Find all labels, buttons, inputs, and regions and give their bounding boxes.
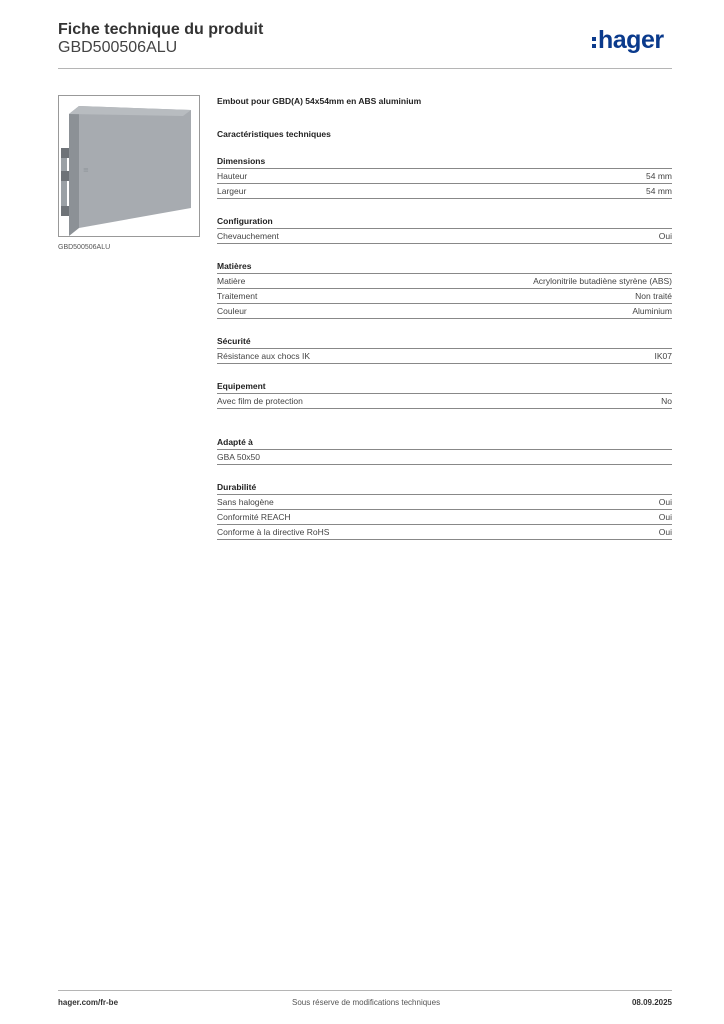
spec-value: Aluminium (632, 306, 672, 316)
spec-label: Conforme à la directive RoHS (217, 527, 330, 537)
section-title: Equipement (217, 381, 672, 394)
spec-row (217, 525, 672, 540)
characteristics-heading: Caractéristiques techniques (217, 129, 331, 139)
spec-label: GBA 50x50 (217, 452, 261, 462)
spec-row (217, 394, 672, 409)
spec-label: Chevauchement (217, 231, 279, 241)
spec-row (217, 229, 672, 244)
section-title: Configuration (217, 216, 672, 229)
footer-date: 08.09.2025 (631, 998, 672, 1007)
spec-label: Avec film de protection (217, 396, 303, 406)
spec-value: IK07 (654, 351, 672, 361)
section-durability (217, 482, 672, 540)
spec-row (217, 304, 672, 319)
spec-row (217, 274, 672, 289)
section-dimensions (217, 156, 672, 199)
spec-value: Oui (658, 512, 672, 522)
spec-label: Sans halogène (217, 497, 274, 507)
section-title: Adapté à (217, 437, 672, 450)
spec-row (217, 169, 672, 184)
brand-logo (592, 28, 664, 53)
spec-row (217, 495, 672, 510)
footer-divider (58, 990, 672, 991)
section-configuration (217, 216, 672, 244)
spec-label: Largeur (217, 186, 247, 196)
spec-label: Conformité REACH (217, 512, 291, 522)
product-description: Embout pour GBD(A) 54x54mm en ABS aluminium (217, 96, 422, 106)
section-adapted (217, 437, 672, 465)
page-title: Fiche technique du produit (58, 21, 264, 38)
spec-value: 54 mm (646, 171, 672, 181)
section-title: Matières (217, 261, 672, 274)
spec-row (217, 289, 672, 304)
spec-label: Hauteur (217, 171, 248, 181)
spec-row (217, 349, 672, 364)
header-divider (58, 68, 672, 69)
section-safety (217, 336, 672, 364)
spec-row (217, 510, 672, 525)
spec-value: No (661, 396, 672, 406)
section-title: Dimensions (217, 156, 672, 169)
specifications (217, 96, 672, 540)
spec-value: Oui (658, 527, 672, 537)
spec-label: Résistance aux chocs IK (217, 351, 311, 361)
spec-value: Acrylonitrile butadiène styrène (ABS) (533, 276, 672, 286)
spec-label: Matière (217, 276, 246, 286)
product-reference: GBD500506ALU (58, 39, 178, 56)
footer-website-link[interactable]: hager.com/fr-be (58, 998, 119, 1007)
section-title: Durabilité (217, 482, 672, 495)
spec-label: Traitement (217, 291, 258, 301)
spec-value: 54 mm (646, 186, 672, 196)
spec-value: Non traité (635, 291, 672, 301)
footer-disclaimer: Sous réserve de modifications techniques (292, 998, 441, 1007)
spec-row (217, 450, 672, 465)
section-equipment (217, 381, 672, 409)
end-cap-product-icon (59, 96, 199, 236)
section-materials (217, 261, 672, 319)
logo-wordmark: hager (598, 26, 664, 54)
section-gap (217, 409, 672, 420)
spec-value: Oui (658, 497, 672, 507)
product-image (58, 95, 200, 237)
svg-text:≡: ≡ (83, 166, 89, 174)
image-caption: GBD500506ALU (58, 244, 111, 251)
logo-dots-icon (592, 37, 596, 48)
spec-value: Oui (658, 231, 672, 241)
section-title: Sécurité (217, 336, 672, 349)
spec-label: Couleur (217, 306, 247, 316)
spec-row (217, 184, 672, 199)
